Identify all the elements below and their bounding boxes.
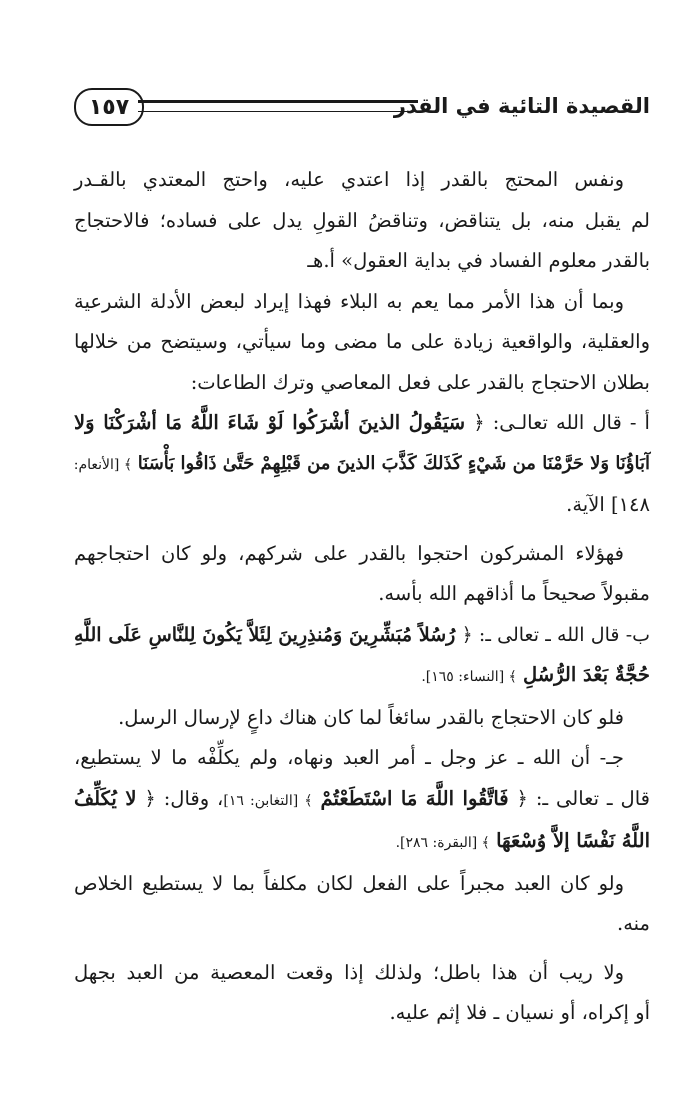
- text-line: لم يقبل منه، بل يتناقض، وتناقضُ القولِ يدل على فساده؛ فالاحتجاج: [74, 208, 650, 232]
- text-line: والعقلية، والواقعية زيادة على ما مضى وما سيأتي، وسيتضح من خلالها: [74, 330, 650, 353]
- text-line: ولو كان العبد مجبراً على الفعل لكان مكلفاً بما لا يستطيع الخلاص: [74, 871, 624, 895]
- header-rule: [138, 100, 418, 112]
- page-number-text: ١٥٧: [88, 94, 130, 120]
- text-fragment: قال ـ تعالى ـ: ﴿: [516, 786, 650, 810]
- quran-verse: سَيَقُولُ الذينَ أشْرَكُوا لَوْ شَاءَ اللَّهُ مَا أشْرَكْنَا وَلا: [74, 411, 466, 434]
- text-line: فلو كان الاحتجاج بالقدر سائغاً لما كان هناك داعٍ لإرسال الرسل.: [118, 705, 624, 729]
- text-line: بطلان الاحتجاج بالقدر على فعل المعاصي وترك الطاعات:: [190, 370, 650, 394]
- text-fragment: ، وقال: ﴿: [144, 786, 224, 810]
- text-line: [74, 821, 650, 864]
- verse-reference: ﴾ [البقرة: ٢٨٦].: [395, 835, 490, 851]
- text-line: منه.: [617, 912, 650, 935]
- text-line: ولا ريب أن هذا باطل؛ ولذلك إذا وقعت المعصية من العبد بجهل: [74, 960, 624, 984]
- quran-verse: رُسُلاً مُبَشِّرِينَ وَمُنذِرِينَ لِئَلاَّ يَكُونَ لِلنَّاسِ عَلَى اللَّهِ: [74, 623, 456, 646]
- quran-verse: آبَاؤُنَا وَلا حَرَّمْنَا من شَيْءٍ كَذَلكَ كَذَّبَ الذينَ من قَبْلِهِمْ حَتَّىٰ ذَاقُوا بَأْسَنَا: [137, 452, 650, 474]
- paragraph-6: [74, 953, 650, 1034]
- evidence-c: [74, 738, 650, 864]
- text-line: جـ- أن الله ـ عز وجل ـ أمر العبد ونهاه، ولم يكلِّفْه ما لا يستطيع،: [74, 746, 624, 769]
- page-body: [74, 160, 650, 1034]
- paragraph-1: [74, 160, 650, 282]
- text-line: [74, 655, 650, 698]
- verse-reference: ﴾ [التغابن: ١٦]: [223, 792, 313, 809]
- text-line: وبما أن هذا الأمر مما يعم به البلاء فهذا إيراد لبعض الأدلة الشرعية: [74, 289, 624, 313]
- paragraph-4: [74, 698, 650, 739]
- quran-verse: فَاتَّقُوا اللَّهَ مَا اسْتَطَعْتُمْ: [320, 786, 509, 810]
- text-line: بالقدر معلوم الفساد في بداية العقول» أ.هـ: [307, 249, 650, 272]
- text-line: [74, 615, 650, 656]
- paragraph-5: [74, 864, 650, 945]
- verse-reference: ﴾ [النساء: ١٦٥].: [421, 669, 517, 685]
- text-line: فهؤلاء المشركون احتجوا بالقدر على شركهم، ولو كان احتجاجهم: [74, 541, 624, 565]
- text-line: أو إكراه، أو نسيان ـ فلا إثم عليه.: [389, 1001, 650, 1024]
- page-header: [74, 88, 650, 134]
- text-line: [74, 779, 650, 822]
- quran-verse: حُجَّةٌ بَعْدَ الرُّسُلِ: [523, 663, 650, 686]
- quran-verse: اللَّهُ نَفْسًا إلاَّ وُسْعَهَا: [496, 829, 650, 852]
- paragraph-3: [74, 534, 650, 615]
- running-title: القصيدة التائية في القدر: [393, 94, 650, 118]
- evidence-b: [74, 615, 650, 698]
- evidence-a: [74, 403, 650, 526]
- page-number: [74, 88, 144, 126]
- text-line: ١٤٨] الآية.: [566, 493, 650, 516]
- text-line: [74, 444, 650, 486]
- quran-verse: لا يُكَلِّفُ: [74, 786, 137, 810]
- text-line: ونفس المحتج بالقدر إذا اعتدي عليه، واحتج المعتدي بالقـدر: [74, 168, 624, 191]
- text-line: [74, 403, 650, 444]
- item-prefix: ب- قال الله ـ تعالى ـ: ﴿: [461, 623, 650, 646]
- text-line: مقبولاً صحيحاً ما أذاقهم الله بأسه.: [378, 582, 650, 605]
- item-prefix: أ - قال الله تعالـى: ﴿: [473, 411, 650, 434]
- paragraph-2: [74, 282, 650, 404]
- verse-reference: ﴾ [الأنعام:: [73, 456, 133, 473]
